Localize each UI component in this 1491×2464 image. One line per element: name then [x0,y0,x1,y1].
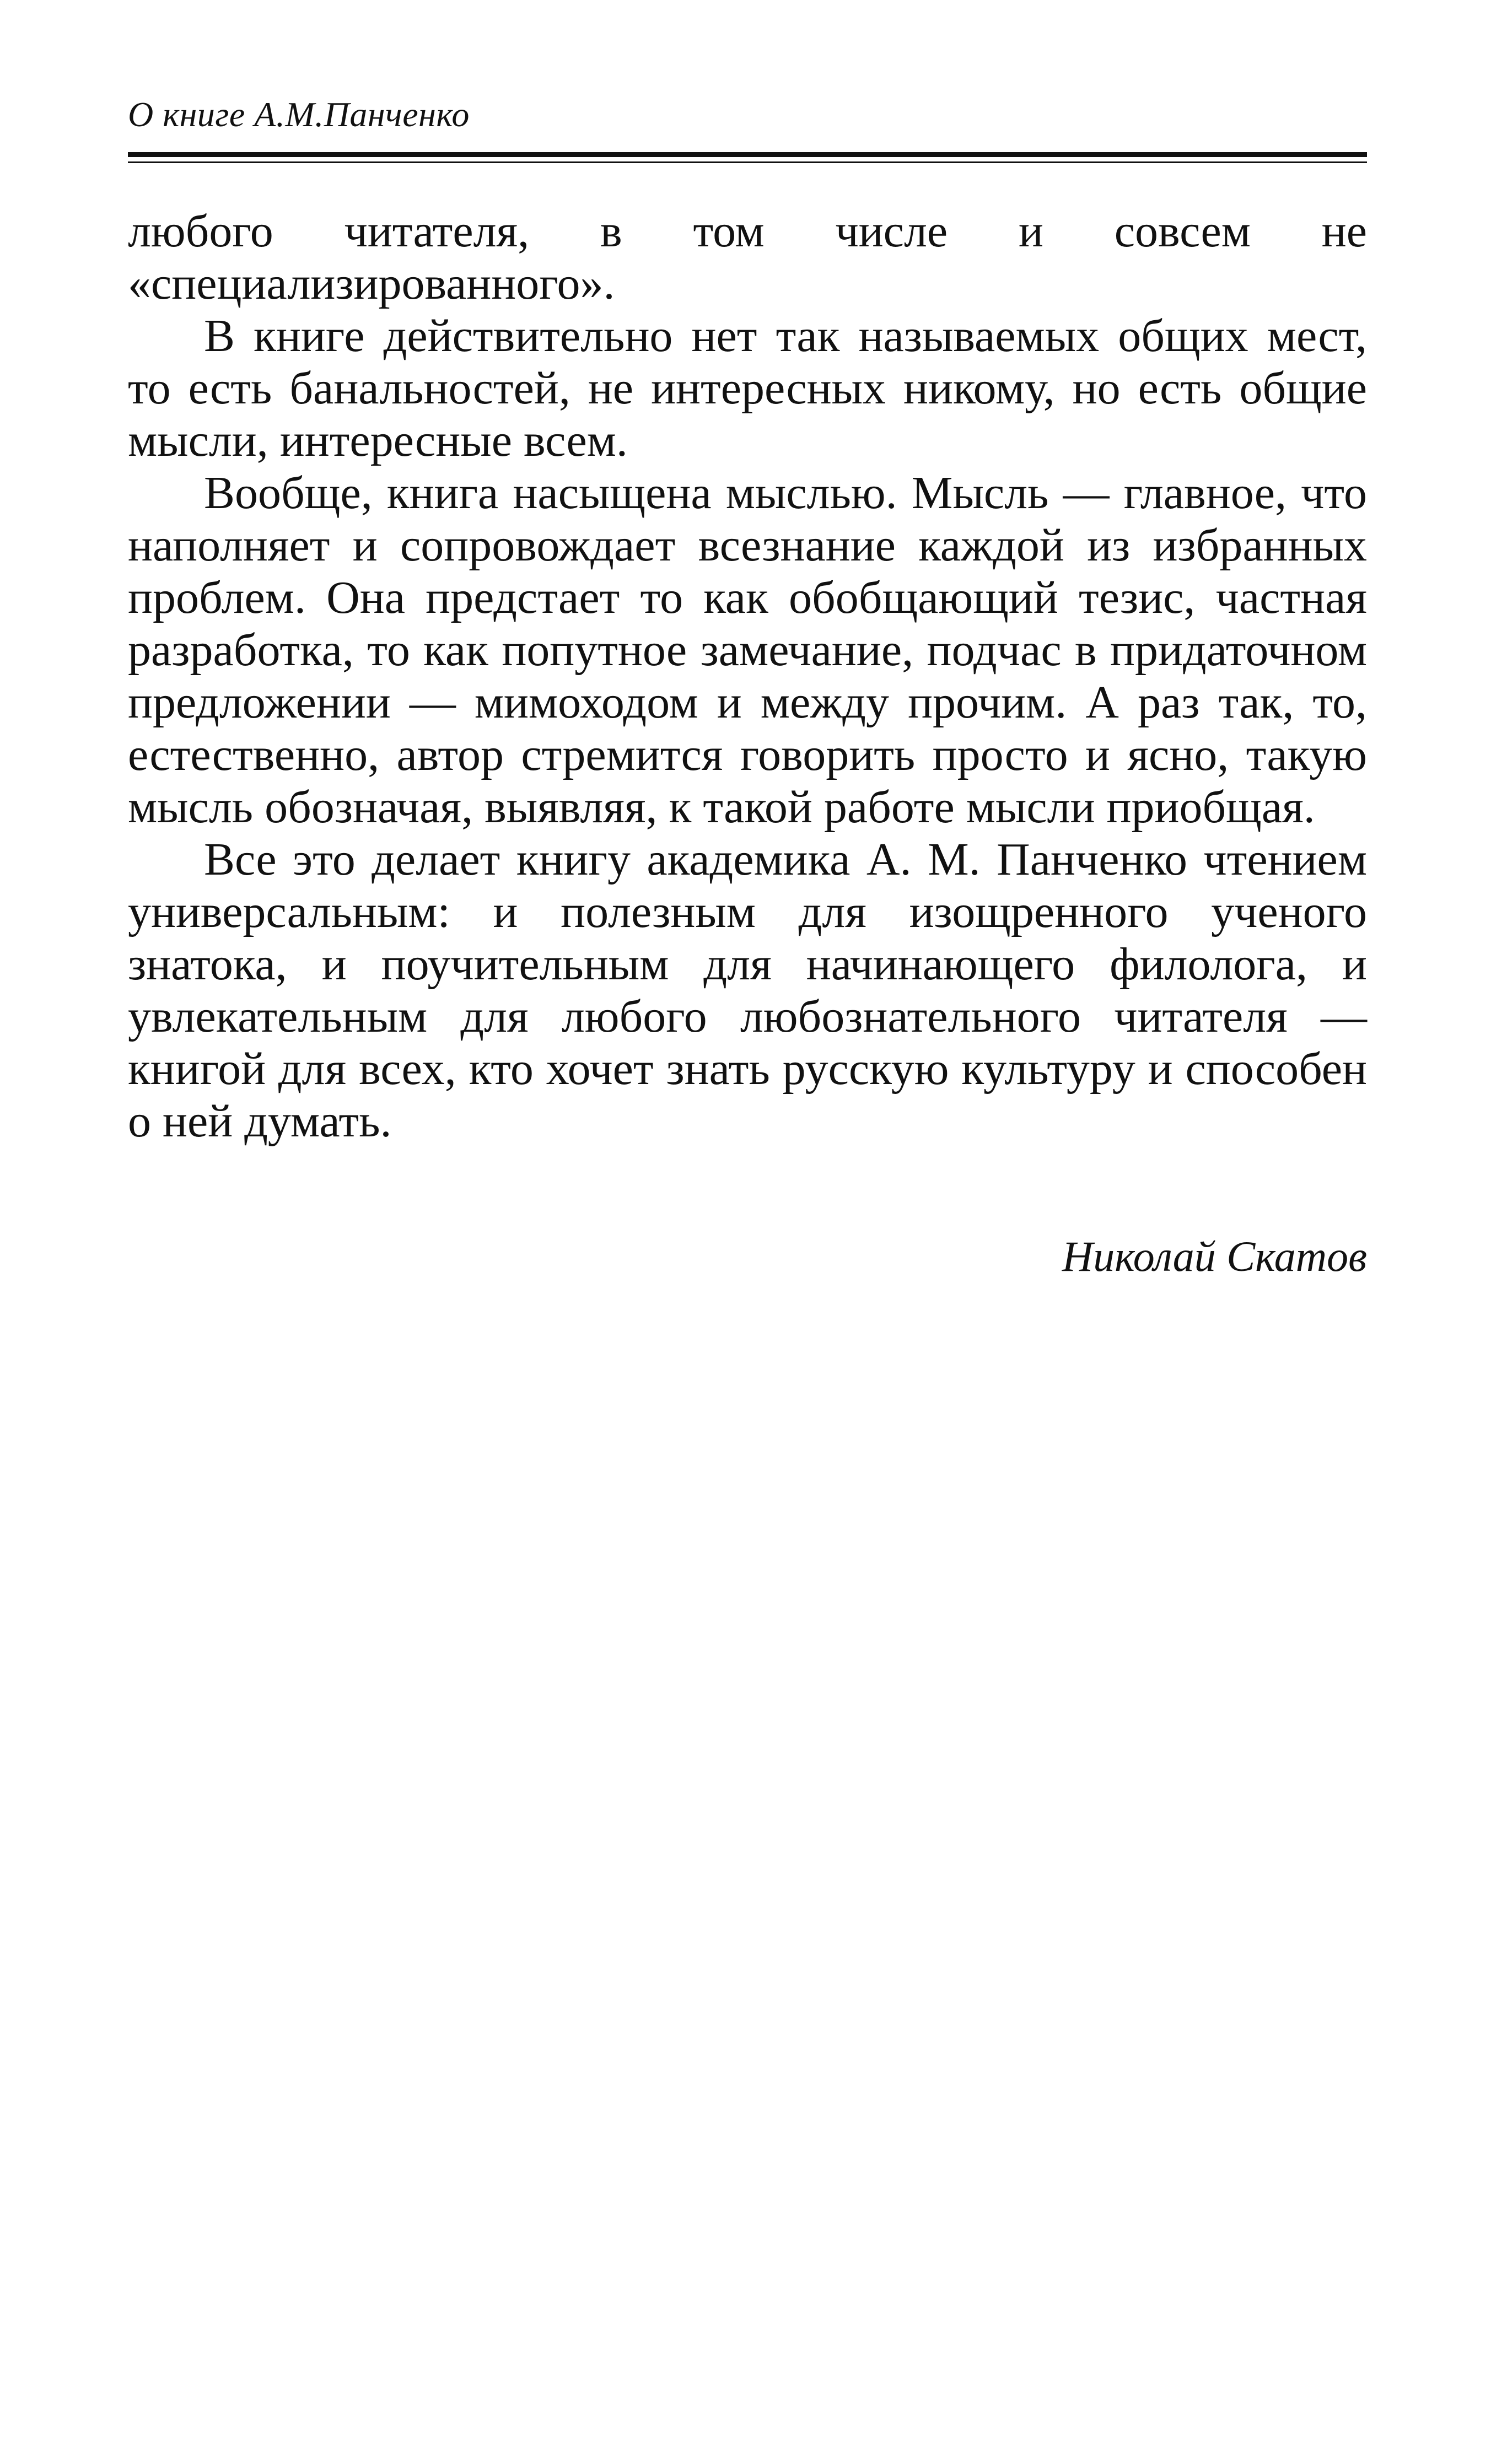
header-rule-thick [128,152,1367,157]
header-rule-thin [128,161,1367,163]
body-text [128,205,1367,1147]
paragraph-4: Все это делает книгу академика А. М. Панченко чтением универсальным: и полезным для изощренного ученого знатока, и поучительным для начинающего филолога, и увлекательным для любого любознательного читателя — книгой для всех, кто хочет знать русскую культуру и способен о ней думать. [128,834,1367,1147]
running-head-title: О книге А.М.Панченко [128,95,470,134]
paragraph-3: Вообще, книга насыщена мыслью. Мысль — главное, что наполняет и сопровождает всезнание каждой из избранных проблем. Она предстает то как обобщающий тезис, частная разработка, то как попутное замечание, подчас в придаточном предложении — мимоходом и между прочим. А раз так, то, естественно, автор стремится говорить просто и ясно, такую мысль обозначая, выявляя, к такой работе мысли приобщая. [128,467,1367,833]
author-signature: Николай Скатов [1062,1232,1367,1280]
paragraph-2: В книге действительно нет так называемых общих мест, то есть банальностей, не интересных никому, но есть общие мысли, интересные всем. [128,310,1367,466]
paragraph-1: любого читателя, в том числе и совсем не «специализированного». [128,206,1367,309]
